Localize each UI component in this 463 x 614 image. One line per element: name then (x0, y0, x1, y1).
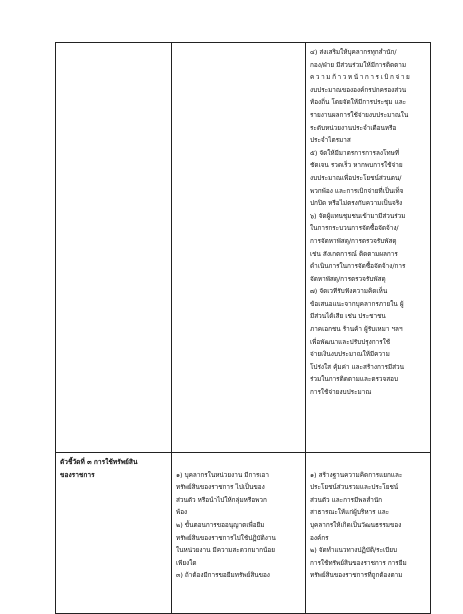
text-line: ในการกระบวนการจัดซื้อจัดจ้าง/ (310, 224, 399, 233)
text-line: ๖) จัดผู้แทนชุมชนเข้ามามีส่วนร่วม (310, 211, 406, 220)
text-line: ในหน่วยงาน มีความสะดวกมากน้อย (176, 546, 275, 555)
text-line: ๑) บุคลากรในหน่วยงาน มีการเอา (176, 470, 269, 479)
text-line: องค์กร (310, 533, 329, 542)
measures-cell (306, 43, 431, 453)
text-line: ๓) ถ้าต้องมีการขอยืมทรัพย์สินของ (176, 571, 270, 580)
text-line: ๑) สร้างฐานความคิดการแยกและ (310, 470, 403, 479)
text-line: ทรัพย์สินของราชการ ไปเป็นของ (176, 483, 265, 492)
text-line: ปกปิด หรือไม่ตรงกับความเป็นจริง (310, 199, 403, 208)
measures-cell (306, 453, 431, 614)
text-line: โปร่งใส คุ้มค่า และสร้างการมีส่วน (310, 362, 404, 371)
text-line: ๒) ขั้นตอนการขออนุญาตเพื่อยืม (176, 520, 265, 529)
indicator-cell (56, 43, 172, 453)
text-line: ชัดเจน รวดเร็ว หากพบการใช้จ่าย (310, 161, 403, 170)
indicator-text (56, 43, 171, 48)
text-line: รายงานผลการใช้จ่ายงบประมาณใน (310, 110, 409, 119)
text-line: ส่วนตัว และการมีพลสำนัก (310, 495, 383, 504)
table-row (56, 453, 431, 614)
text-line: ทรัพย์สินของราชการที่ถูกต้องตาม (310, 571, 403, 580)
text-line: สาธารณะให้แก่ผู้บริหาร และ (310, 508, 390, 517)
situation-text (172, 453, 305, 584)
integrity-measures-table (55, 42, 431, 614)
text-line: ๒) จัดทำแนวทางปฏิบัติ/ระเบียบ (310, 546, 398, 555)
text-line: ระดับหน่วยงานประจำเดือนหรือ (310, 123, 397, 132)
text-line: กอง/ฝ่าย มีส่วนร่วมให้มีการติดตาม (310, 60, 407, 69)
text-line: การจัดหาพัสดุ/การตรวจรับพัสดุ (310, 236, 397, 245)
text-line: จัดหาพัสดุ/การตรวจรับพัสดุ (310, 274, 386, 283)
text-line: บุคลากรให้เกิดเป็นวัฒนธรรมของ (310, 520, 402, 529)
text-line: การใช้ทรัพย์สินของราชการ การยืม (310, 558, 407, 567)
text-line: ตัวชี้วัดที่ ๓ การใช้ทรัพย์สิน (60, 458, 138, 466)
indicator-cell (56, 453, 172, 614)
text-line: จ่ายเงินงบประมาณให้มีความ (310, 350, 390, 359)
text-line: ของราชการ (60, 470, 95, 479)
text-line: ทรัพย์สินของราชการไปใช้ปฏิบัติงาน (176, 533, 276, 542)
text-line: งบประมาณขององค์กรปกครองส่วน (310, 85, 407, 94)
text-line: มีส่วนได้เสีย เช่น ประชาชน (310, 312, 386, 321)
text-line: ข้อเสนอแนะจากบุคลากรภายใน ผู้ (310, 299, 404, 308)
text-line: งบประมาณเพื่อประโยชน์ส่วนตน/ (310, 173, 402, 182)
text-line (176, 456, 301, 469)
measures-text (306, 43, 430, 401)
table-row (56, 43, 431, 453)
situation-text (172, 43, 305, 48)
text-line: การใช้จ่ายงบประมาณ (310, 388, 372, 397)
situation-cell (172, 43, 306, 453)
text-line (310, 456, 426, 469)
text-line: ดำเนินการในการจัดซื้อจัดจ้าง/การ (310, 262, 406, 271)
text-line: ๔) ส่งเสริมให้บุคลากรทุกสำนัก/ (310, 48, 397, 56)
text-line: ความก้าวหน้าการเบิกจ่าย (310, 73, 412, 82)
text-line: เพียงใด (176, 558, 197, 567)
text-line: เพื่อพัฒนาและปรับปรุงการใช้ (310, 337, 391, 346)
text-line: ประจำไตรมาส (310, 136, 351, 145)
text-line: ท้องถิ่น โดยจัดให้มีการประชุม และ (310, 98, 407, 107)
text-line: เช่น สังเกตการณ์ ติดตามผลการ (310, 249, 398, 258)
text-line: ประโยชน์ส่วนรวมและประโยชน์ (310, 483, 399, 492)
situation-cell (172, 453, 306, 614)
text-line: พ้อง (176, 508, 188, 517)
text-line: ๗) จัดเวทีรับฟังความคิดเห็น (310, 287, 388, 296)
indicator-3-title (56, 453, 171, 483)
measures-text (306, 453, 430, 584)
text-line: ๕) จัดให้มีมาตรการการลงโทษที่ (310, 148, 400, 157)
text-line: พวกพ้อง และการเบิกจ่ายที่เป็นเท็จ (310, 186, 404, 195)
text-line: ร่วมในการติดตามและตรวจสอบ (310, 375, 399, 384)
text-line: ส่วนตัว หรือนำไปให้กลุ่มหรือพวก (176, 495, 267, 504)
text-line: ภาคเอกชน ร้านค้า ผู้รับเหมา ฯลฯ (310, 325, 403, 334)
